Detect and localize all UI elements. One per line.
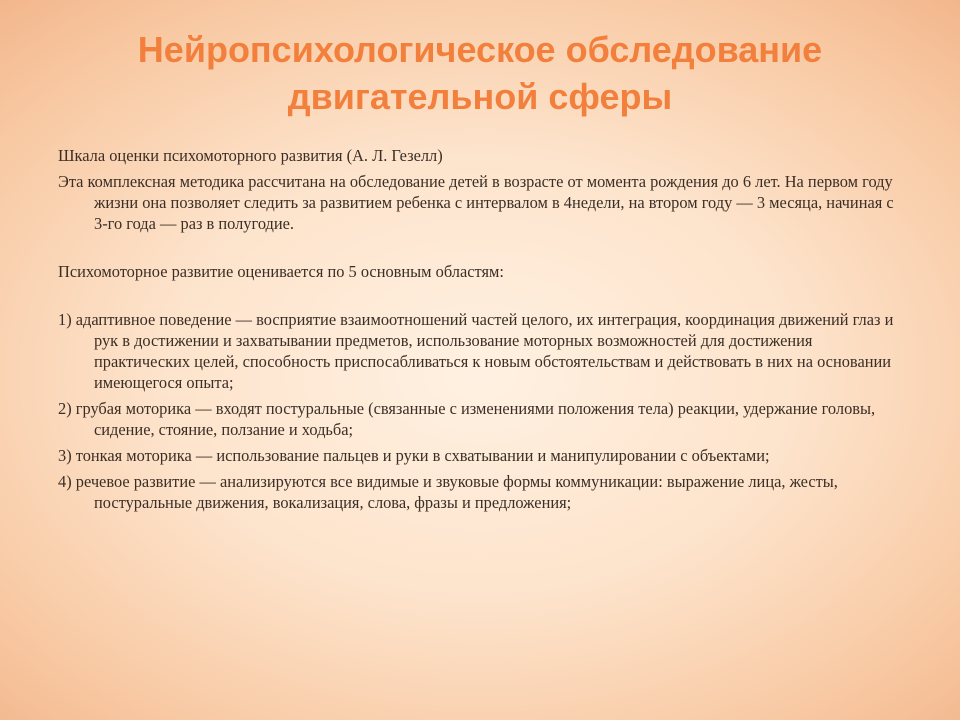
slide-title — [40, 26, 920, 120]
area-item-speech: 4) речевое развитие — анализируются все видимые и звуковые формы коммуникации: выражение лица, жесты, постуральные движения, вокализация, слова, фразы и предложения; — [58, 472, 838, 512]
scale-heading: Шкала оценки психомоторного развития (А. Л. Гезелл) — [58, 146, 443, 165]
slide-title-line-1: Нейропсихологическое обследование — [137, 29, 823, 70]
areas-intro: Психомоторное развитие оценивается по 5 основным областям: — [58, 262, 504, 281]
area-item-fine-motor: 3) тонкая моторика — использование пальцев и руки в схватывании и манипулировании с объектами; — [58, 446, 770, 465]
slide-body — [58, 145, 908, 518]
spacer — [58, 287, 908, 309]
spacer — [58, 239, 908, 261]
method-description: Эта комплексная методика рассчитана на обследование детей в возрасте от момента рождения до 6 лет. На первом году жизни она позволяет следить за развитием ребенка с интервалом в 4недели, на втором году — 3 месяца, начиная с 3-го года — раз в полугодие. — [58, 172, 894, 233]
area-item-adaptive: 1) адаптивное поведение — восприятие взаимоотношений частей целого, их интеграция, координация движений глаз и рук в достижении и захватывании предметов, использование моторных возможностей для достижения практических целей, способность приспосабливаться к новым обстоятельствам и действовать в них на основании имеющегося опыта; — [58, 310, 894, 392]
slide-title-line-2: двигательной сферы — [287, 76, 673, 117]
area-item-gross-motor: 2) грубая моторика — входят постуральные (связанные с изменениями положения тела) реакции, удержание головы, сидение, стояние, ползание и ходьба; — [58, 399, 876, 439]
